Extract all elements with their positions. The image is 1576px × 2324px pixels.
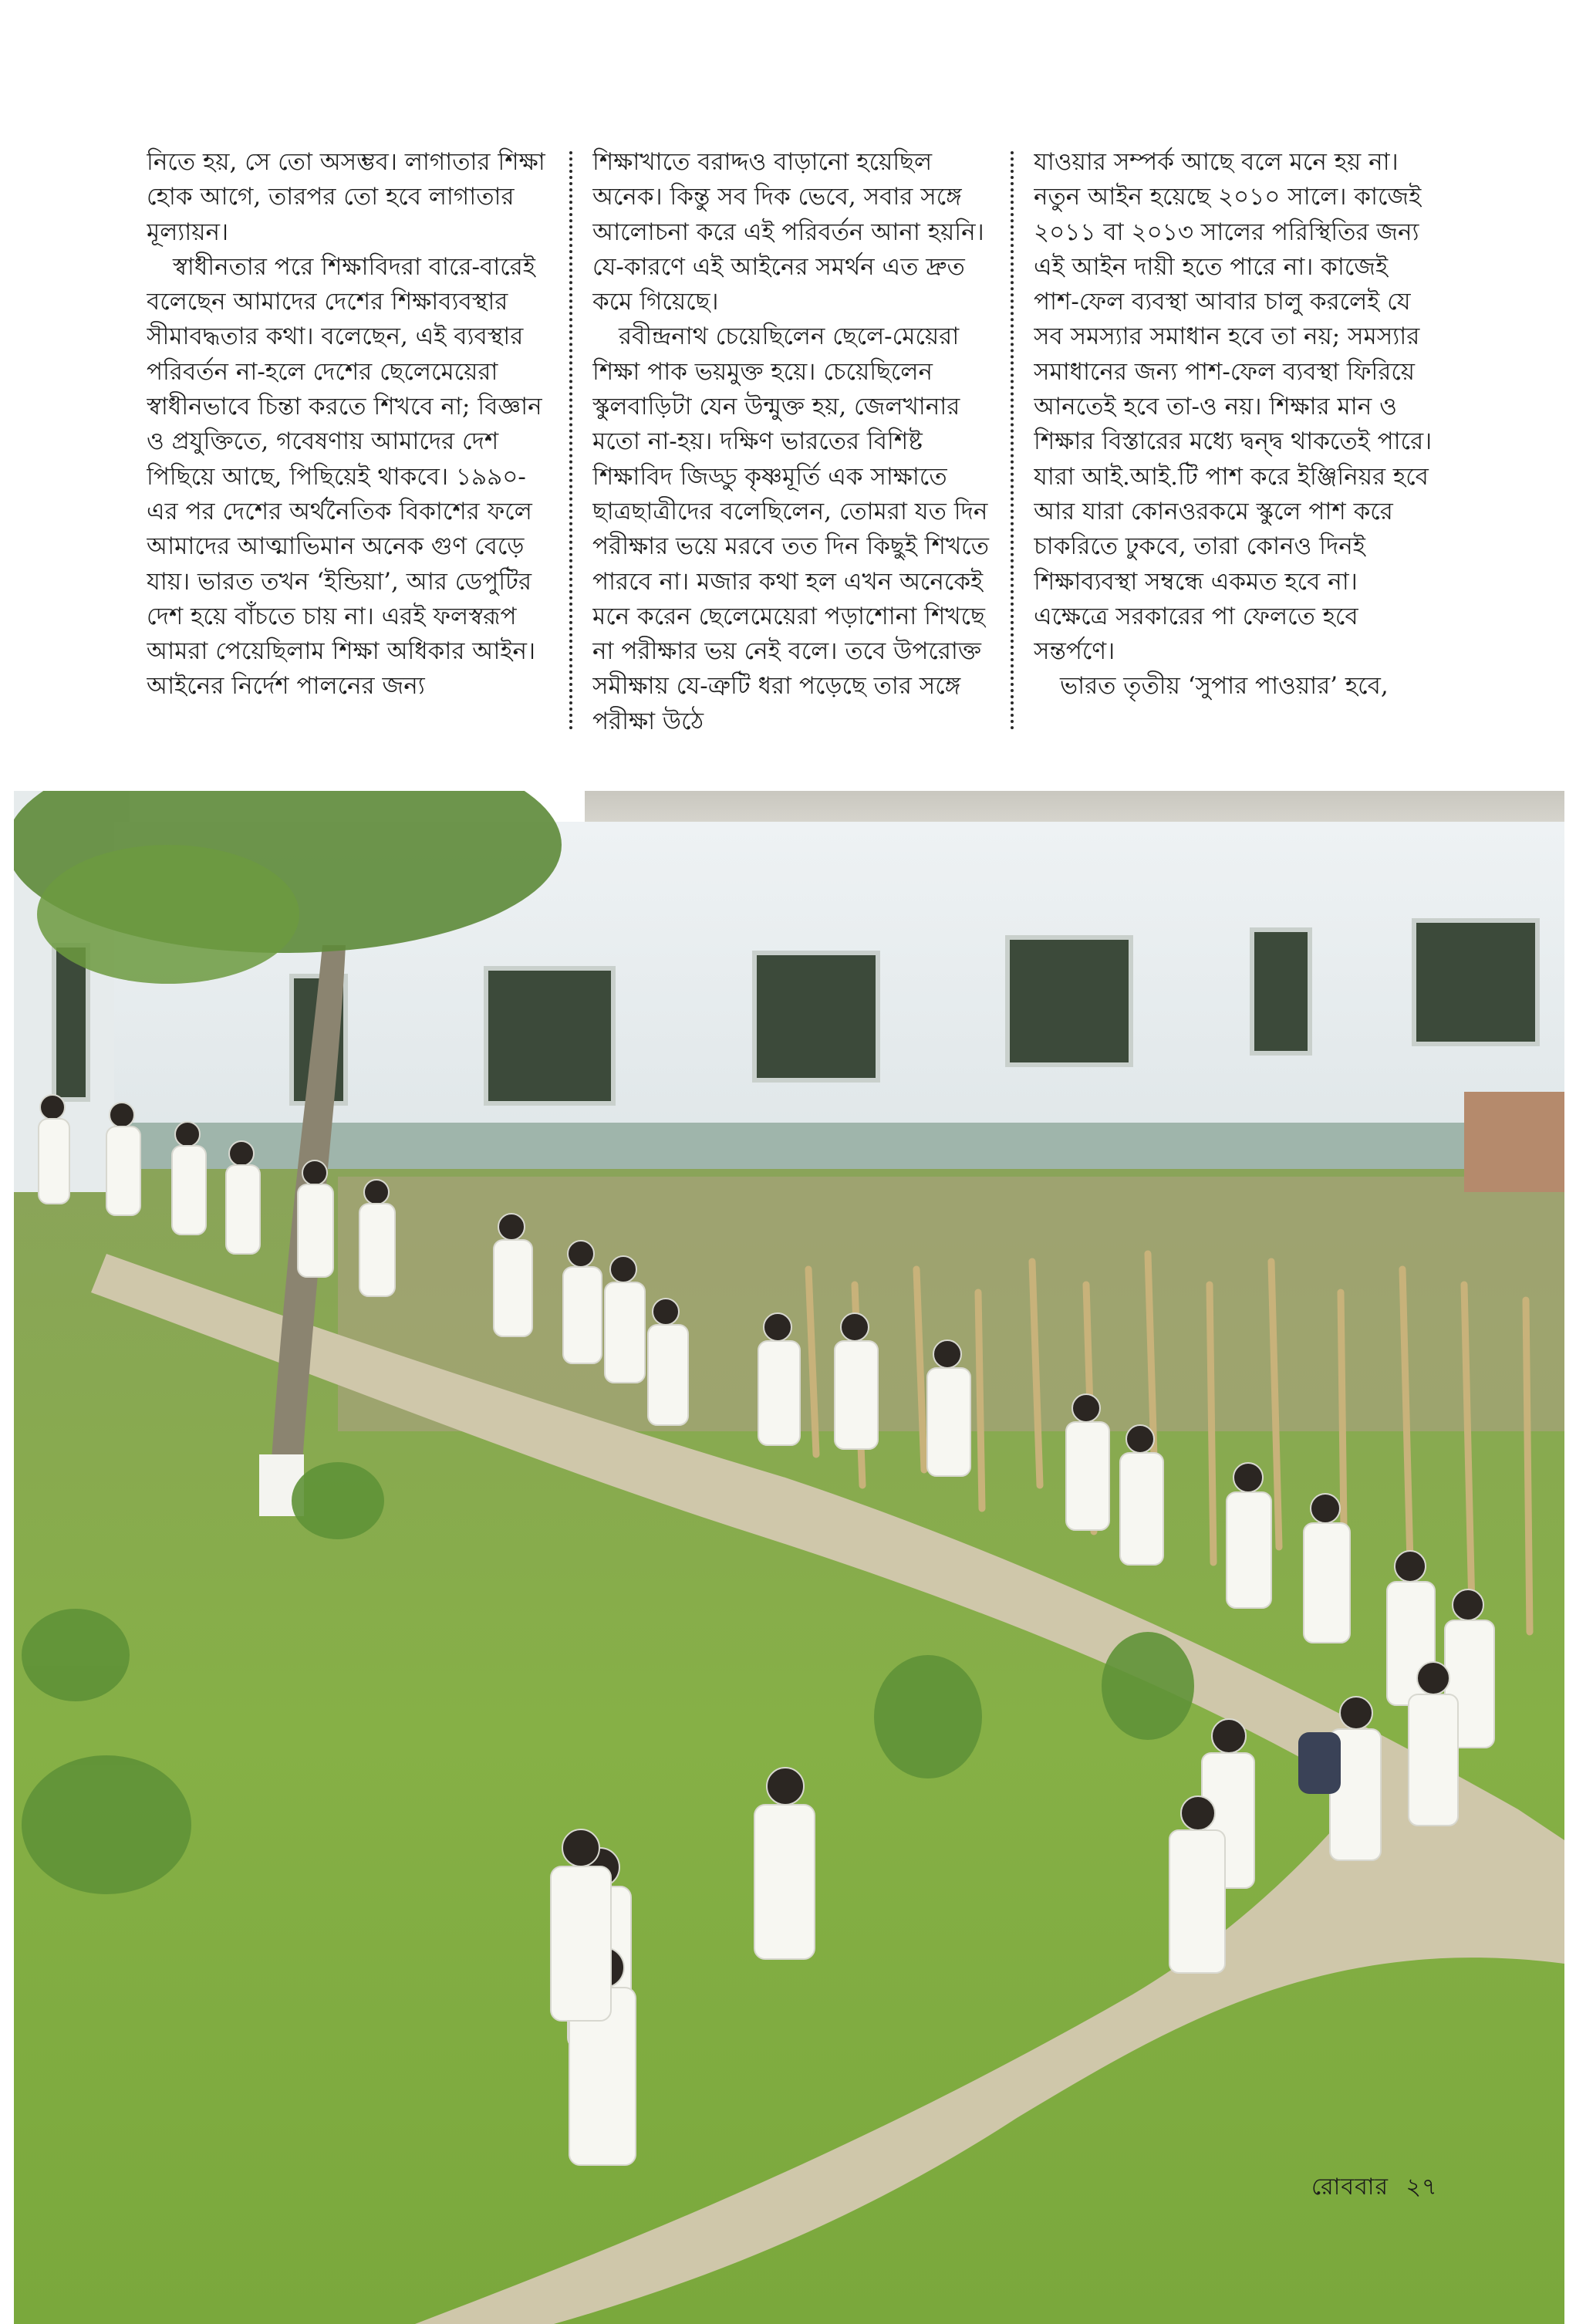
student-figure xyxy=(39,1095,69,1204)
school-bag xyxy=(1298,1732,1341,1794)
column-divider xyxy=(1011,151,1014,730)
column-divider xyxy=(569,151,572,730)
paragraph: যাওয়ার সম্পর্ক আছে বলে মনে হয় না। নতুন আইন হয়েছে ২০১০ সালে। কাজেই ২০১১ বা ২০১৩ সালের পরিস্থিতির জন্য এই আইন দায়ী হতে পারে না। কাজেই পাশ-ফেল ব্যবস্থা আবার চালু করলেই যে সব সমস্যার সমাধান হবে তা নয়; সমস্যার সমাধানের জন্য পাশ-ফেল ব্যবস্থা ফিরিয়ে আনতেই হবে তা-ও নয়। শিক্ষার মান ও শিক্ষার বিস্তারের মধ্যে দ্বন্দ্ব থাকতেই পারে। যারা আই.আই.টি পাশ করে ইঞ্জিনিয়র হবে আর যারা কোনওরকমে স্কুলে পাশ করে চাকরিতে ঢুকবে, তারা কোনও দিনই শিক্ষাব্যবস্থা সম্বন্ধে একমত হবে না। এক্ষেত্রে সরকারের পা ফেলতে হবে সন্তর্পণে। xyxy=(1034,148,1433,666)
page-number: ২৭ xyxy=(1406,2174,1438,2201)
paragraph: রবীন্দ্রনাথ চেয়েছিলেন ছেলে-মেয়েরা শিক্ষা পাক ভয়মুক্ত হয়ে। চেয়েছিলেন স্কুলবাড়িটা যেন উন্মুক্ত হয়, জেলখানার মতো না-হয়। দক্ষিণ ভারতের বিশিষ্ট শিক্ষাবিদ জিড্ডু কৃষ্ণমূর্তি এক সাক্ষাতে ছাত্রছাত্রীদের বলেছিলেন, তোমরা যত দিন পরীক্ষার ভয়ে মরবে তত দিন কিছুই শিখতে পারবে না। মজার কথা হল এখন অনেকেই মনে করেন ছেলেমেয়েরা পড়াশোনা শিখছে না পরীক্ষার ভয় নেই বলে। তবে উপরোক্ত সমীক্ষায় যে-ত্রুটি ধরা পড়েছে তার সঙ্গে পরীক্ষা উঠে xyxy=(592,323,989,735)
photo-illustration xyxy=(14,791,1564,2324)
page-footer xyxy=(1311,2168,1447,2207)
brick-pile xyxy=(1464,1092,1564,1192)
text-column-1 xyxy=(147,145,548,739)
text-column-3 xyxy=(1034,145,1435,739)
paragraph: নিতে হয়, সে তো অসম্ভব। লাগাতার শিক্ষা হোক আগে, তারপর তো হবে লাগাতার মূল্যায়ন। xyxy=(147,148,545,246)
paragraph: ভারত তৃতীয় ‘সুপার পাওয়ার’ হবে, xyxy=(1060,672,1389,701)
paragraph: শিক্ষাখাতে বরাদ্দও বাড়ানো হয়েছিল অনেক। কিন্তু সব দিক ভেবে, সবার সঙ্গে আলোচনা করে এই পরিবর্তন আনা হয়নি। যে-কারণে এই আইনের সমর্থন এত দ্রুত কমে গিয়েছে। xyxy=(592,148,984,316)
paragraph: স্বাধীনতার পরে শিক্ষাবিদরা বারে-বারেই বলেছেন আমাদের দেশের শিক্ষাব্যবস্থার সীমাবদ্ধতার কথা। বলেছেন, এই ব্যবস্থার পরিবর্তন না-হলে দেশের ছেলেমেয়েরা স্বাধীনভাবে চিন্তা করতে শিখবে না; বিজ্ঞান ও প্রযুক্তিতে, গবেষণায় আমাদের দেশ পিছিয়ে আছে, পিছিয়েই থাকবে। ১৯৯০-এর পর দেশের অর্থনৈতিক বিকাশের ফলে আমাদের আত্মাভিমান অনেক গুণ বেড়ে যায়। ভারত তখন ‘ইন্ডিয়া’, আর ডেপুটির দেশ হয়ে বাঁচতে চায় না। এরই ফলস্বরূপ আমরা পেয়েছিলাম শিক্ষা অধিকার আইন। আইনের নির্দেশ পালনের জন্য xyxy=(147,252,542,701)
text-column-2 xyxy=(592,145,994,739)
magazine-name: রোববার xyxy=(1311,2174,1389,2201)
article-body xyxy=(147,145,1443,739)
building-plinth xyxy=(114,1123,1564,1169)
school-children-photo xyxy=(14,791,1564,2324)
